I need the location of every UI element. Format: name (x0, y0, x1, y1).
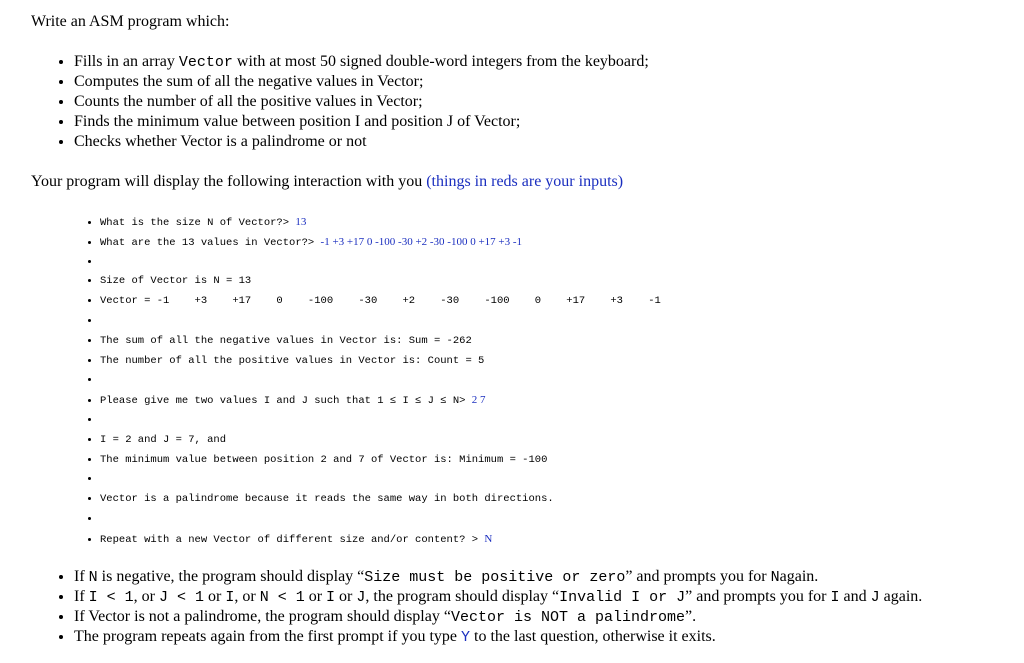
note-text: ” and prompts you for (625, 568, 771, 585)
requirement-item: • Finds the minimum value between position I and position J of Vector; (74, 112, 649, 132)
console-user-input: N (484, 532, 493, 545)
console-line (100, 510, 661, 530)
note-text: If (74, 588, 89, 605)
console-prompt: The minimum value between position 2 and 7 of Vector is: Minimum = -100 (100, 453, 548, 466)
console-line (100, 490, 661, 510)
code-vector: Vector (178, 54, 233, 71)
requirement-item: • Checks whether Vector is a palindrome or not (74, 132, 649, 152)
code-n: N (770, 569, 780, 586)
code-i: I (326, 589, 336, 606)
note-item (74, 627, 922, 647)
note-text: is negative, the program should display “ (97, 568, 365, 585)
console-line (100, 253, 661, 273)
console-prompt: The number of all the positive values in Vector is: Count = 5 (100, 354, 485, 367)
code-message: Vector is NOT a palindrome (450, 609, 685, 626)
note-text: The program repeats again from the first prompt if you type (74, 628, 461, 645)
req-text: with at most 50 signed double-word integers from the keyboard; (232, 53, 649, 70)
note-text: , or (133, 588, 159, 605)
console-line (100, 352, 661, 372)
inputs-note: (things in reds are your inputs) (426, 173, 624, 190)
note-text: If (74, 568, 89, 585)
note-text: ”. (685, 608, 697, 625)
note-text: ” and prompts you for (685, 588, 831, 605)
console-line (100, 371, 661, 391)
console-prompt: Repeat with a new Vector of different size and/or content? > (100, 533, 485, 546)
console-user-input: 2 7 (471, 394, 486, 407)
console-prompt: What are the 13 values in Vector?> (100, 236, 321, 249)
code-j: J (356, 589, 366, 606)
console-prompt: Size of Vector is N = 13 (100, 275, 252, 288)
console-line (100, 411, 661, 431)
note-item (74, 587, 922, 607)
console-line (100, 431, 661, 451)
code-message: Size must be positive or zero (364, 569, 626, 586)
code-n: N (88, 569, 98, 586)
note-text: again. (879, 588, 923, 605)
code-message: Invalid I or J (559, 589, 686, 606)
code-cond: J < 1 (159, 589, 205, 606)
requirement-item: • Counts the number of all the positive values in Vector; (74, 92, 649, 112)
console-line (100, 470, 661, 490)
display-intro-text: Your program will display the following interaction with you (31, 173, 427, 190)
code-cond: I < 1 (88, 589, 134, 606)
note-item (74, 567, 922, 587)
console-transcript (82, 213, 661, 550)
note-text: or (304, 588, 327, 605)
console-line (100, 213, 661, 233)
console-prompt: Please give me two values I and J such that 1 ≤ I ≤ J ≤ N> (100, 395, 472, 408)
console-line (100, 233, 661, 253)
requirement-item: • Computes the sum of all the negative values in Vector; (74, 72, 649, 92)
note-text: , or (234, 588, 260, 605)
console-line (100, 451, 661, 471)
console-line (100, 272, 661, 292)
console-prompt: What is the size N of Vector?> (100, 217, 296, 229)
console-line (100, 530, 661, 550)
note-text: or (335, 588, 357, 605)
note-text: or (204, 588, 226, 605)
requirement-item (74, 52, 649, 72)
console-prompt: The sum of all the negative values in Vector is: Sum = -262 (100, 334, 472, 347)
console-line (100, 312, 661, 332)
console-prompt: Vector is a palindrome because it reads the same way in both directions. (100, 493, 554, 506)
console-user-input: -1 +3 +17 0 -100 -30 +2 -30 -100 0 +17 +3 -1 (320, 235, 523, 248)
requirements-list (56, 52, 649, 152)
code-y: Y (461, 629, 471, 646)
note-text: , the program should display “ (365, 588, 560, 605)
note-text: again. (779, 568, 819, 585)
console-prompt: Vector = -1 +3 +17 0 -100 -30 +2 -30 -100 0 +17 +3 -1 (100, 295, 661, 308)
note-text: to the last question, otherwise it exits. (470, 628, 716, 645)
console-line (100, 332, 661, 352)
display-intro (31, 172, 623, 192)
req-text: Fills in an array (74, 53, 179, 70)
code-cond: N < 1 (259, 589, 305, 606)
code-i: I (225, 589, 235, 606)
code-j: J (870, 589, 880, 606)
note-text: and (839, 588, 871, 605)
code-i: I (830, 589, 840, 606)
note-text: If Vector is not a palindrome, the program should display “ (74, 608, 451, 625)
note-item (74, 607, 922, 627)
console-prompt: I = 2 and J = 7, and (100, 433, 227, 446)
console-line (100, 292, 661, 312)
intro-heading: Write an ASM program which: (31, 13, 230, 30)
console-line (100, 391, 661, 411)
console-user-input: 13 (295, 216, 307, 228)
notes-list (56, 567, 922, 647)
